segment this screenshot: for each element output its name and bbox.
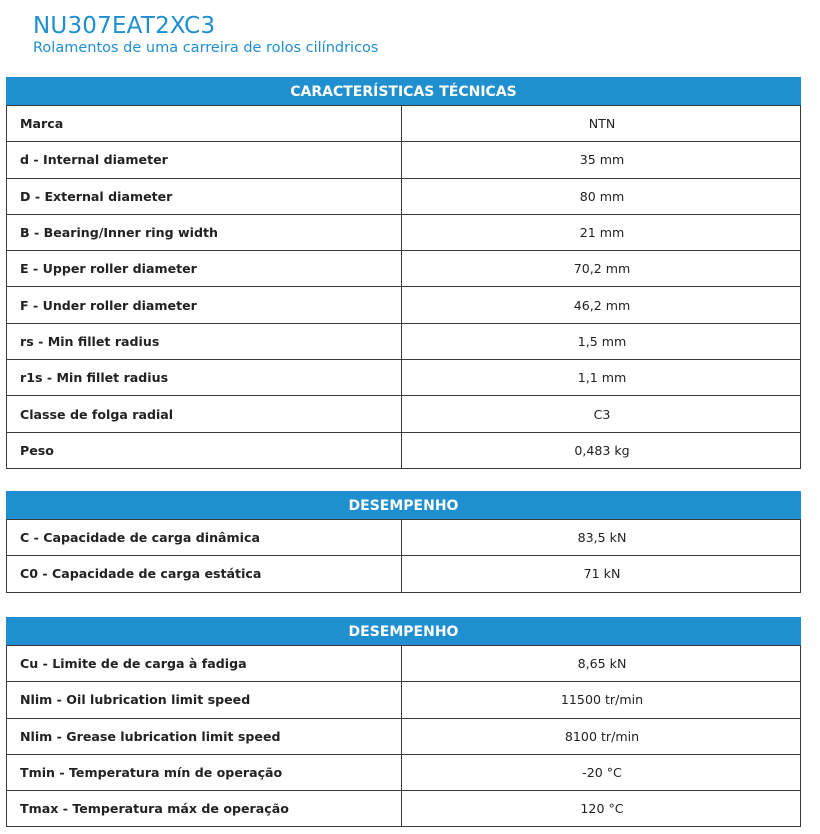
table-row bbox=[7, 287, 801, 323]
section-performance-2 bbox=[6, 617, 801, 827]
row-label: C0 - Capacidade de carga estática bbox=[7, 556, 402, 592]
table-row bbox=[7, 360, 801, 396]
spec-table bbox=[6, 105, 801, 469]
row-label: Classe de folga radial bbox=[7, 396, 402, 432]
product-subtitle: Rolamentos de uma carreira de rolos cilíndricos bbox=[33, 40, 379, 56]
row-value: 120 °C bbox=[402, 791, 801, 827]
spec-table bbox=[6, 519, 801, 593]
row-value: 46,2 mm bbox=[402, 287, 801, 323]
table-row bbox=[7, 323, 801, 359]
row-value: 83,5 kN bbox=[402, 520, 801, 556]
table-row bbox=[7, 791, 801, 827]
section-title: DESEMPENHO bbox=[6, 617, 801, 645]
row-label: B - Bearing/Inner ring width bbox=[7, 214, 402, 250]
row-label: D - External diameter bbox=[7, 178, 402, 214]
row-label: Cu - Limite de de carga à fadiga bbox=[7, 646, 402, 682]
row-label: r1s - Min fillet radius bbox=[7, 360, 402, 396]
row-label: F - Under roller diameter bbox=[7, 287, 402, 323]
row-value: 70,2 mm bbox=[402, 251, 801, 287]
row-value: 35 mm bbox=[402, 142, 801, 178]
table-row bbox=[7, 396, 801, 432]
row-value: 0,483 kg bbox=[402, 432, 801, 468]
row-label: Nlim - Oil lubrication limit speed bbox=[7, 682, 402, 718]
table-row bbox=[7, 646, 801, 682]
section-title: DESEMPENHO bbox=[6, 491, 801, 519]
page-header bbox=[33, 12, 378, 56]
row-value: 8,65 kN bbox=[402, 646, 801, 682]
table-row bbox=[7, 251, 801, 287]
table-row bbox=[7, 142, 801, 178]
row-value: 1,5 mm bbox=[402, 323, 801, 359]
section-technical bbox=[6, 77, 801, 469]
table-row bbox=[7, 556, 801, 592]
row-label: Nlim - Grease lubrication limit speed bbox=[7, 718, 402, 754]
row-value: 71 kN bbox=[402, 556, 801, 592]
row-label: rs - Min fillet radius bbox=[7, 323, 402, 359]
row-value: -20 °C bbox=[402, 754, 801, 790]
table-row bbox=[7, 178, 801, 214]
product-title: NU307EAT2XC3 bbox=[33, 13, 216, 39]
section-performance-1 bbox=[6, 491, 801, 593]
row-value: 21 mm bbox=[402, 214, 801, 250]
row-label: C - Capacidade de carga dinâmica bbox=[7, 520, 402, 556]
row-label: d - Internal diameter bbox=[7, 142, 402, 178]
spec-table bbox=[6, 645, 801, 827]
section-title: CARACTERÍSTICAS TÉCNICAS bbox=[6, 77, 801, 105]
row-value: NTN bbox=[402, 106, 801, 142]
table-row bbox=[7, 754, 801, 790]
row-label: Tmax - Temperatura máx de operação bbox=[7, 791, 402, 827]
row-value: C3 bbox=[402, 396, 801, 432]
table-row bbox=[7, 432, 801, 468]
row-value: 80 mm bbox=[402, 178, 801, 214]
row-label: Tmin - Temperatura mín de operação bbox=[7, 754, 402, 790]
row-label: E - Upper roller diameter bbox=[7, 251, 402, 287]
table-row bbox=[7, 214, 801, 250]
row-label: Peso bbox=[7, 432, 402, 468]
table-row bbox=[7, 106, 801, 142]
table-row bbox=[7, 520, 801, 556]
row-value: 11500 tr/min bbox=[402, 682, 801, 718]
row-value: 1,1 mm bbox=[402, 360, 801, 396]
row-value: 8100 tr/min bbox=[402, 718, 801, 754]
table-row bbox=[7, 718, 801, 754]
row-label: Marca bbox=[7, 106, 402, 142]
table-row bbox=[7, 682, 801, 718]
